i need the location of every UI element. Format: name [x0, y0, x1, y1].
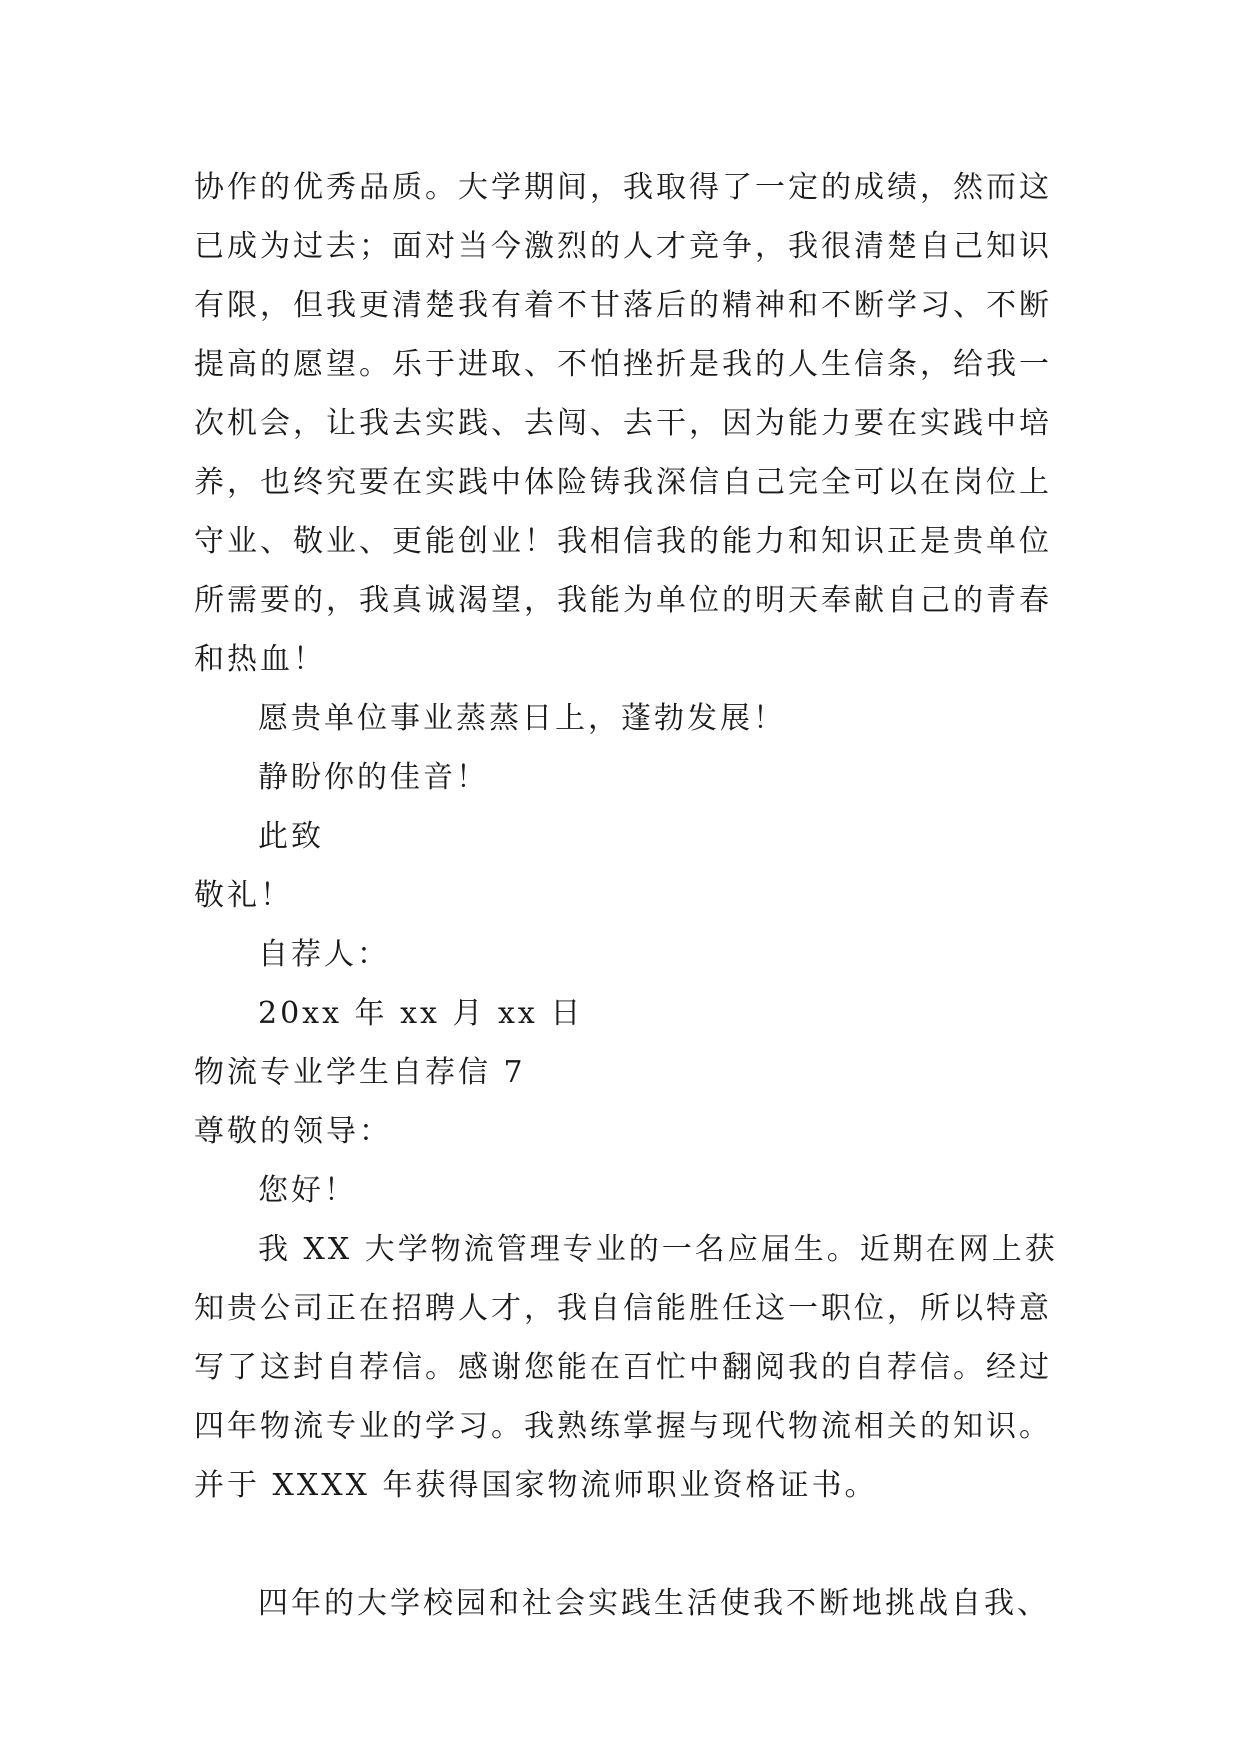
- text-line: 协作的优秀品质。大学期间，我取得了一定的成绩，然而这: [194, 170, 1052, 205]
- signature-label: 自荐人：: [258, 937, 390, 972]
- text-line: 所需要的，我真诚渴望，我能为单位的明天奉献自己的青春: [194, 583, 1052, 618]
- letter-body: [194, 158, 1074, 1633]
- closing-wish: 静盼你的佳音！: [258, 760, 489, 795]
- text-line: 和热血！: [194, 642, 326, 677]
- text-line: 并于 XXXX 年获得国家物流师职业资格证书。: [194, 1468, 878, 1503]
- text-line: 四年物流专业的学习。我熟练掌握与现代物流相关的知识。: [194, 1409, 1052, 1444]
- salutation-closing: 敬礼！: [194, 878, 293, 913]
- text-line: 知贵公司正在招聘人才，我自信能胜任这一职位，所以特意: [194, 1291, 1052, 1326]
- text-line: 写了这封自荐信。感谢您能在百忙中翻阅我的自荐信。经过: [194, 1350, 1052, 1385]
- text-line: 有限，但我更清楚我有着不甘落后的精神和不断学习、不断: [194, 288, 1052, 323]
- text-line: 养，也终究要在实践中体险铸我深信自己完全可以在岗位上: [194, 465, 1052, 500]
- text-line: 次机会，让我去实践、去闯、去干，因为能力要在实践中培: [194, 406, 1052, 441]
- text-line: 提高的愿望。乐于进取、不怕挫折是我的人生信条，给我一: [194, 347, 1052, 382]
- closing-wish: 愿贵单位事业蒸蒸日上，蓬勃发展！: [258, 701, 786, 736]
- text-line: 四年的大学校园和社会实践生活使我不断地挑战自我、: [258, 1586, 1050, 1621]
- text-line: 已成为过去；面对当今激烈的人才竞争，我很清楚自己知识: [194, 229, 1052, 264]
- text-line: 守业、敬业、更能创业！我相信我的能力和知识正是贵单位: [194, 524, 1052, 559]
- text-line: 我 XX 大学物流管理专业的一名应届生。近期在网上获: [258, 1232, 1058, 1267]
- salutation-closing: 此致: [258, 819, 324, 854]
- blank-line: [194, 1515, 1074, 1574]
- section-title: 物流专业学生自荐信 7: [194, 1055, 526, 1090]
- date-line: 20xx 年 xx 月 xx 日: [258, 996, 584, 1031]
- greeting: 尊敬的领导：: [194, 1114, 392, 1149]
- greeting: 您好！: [258, 1173, 357, 1208]
